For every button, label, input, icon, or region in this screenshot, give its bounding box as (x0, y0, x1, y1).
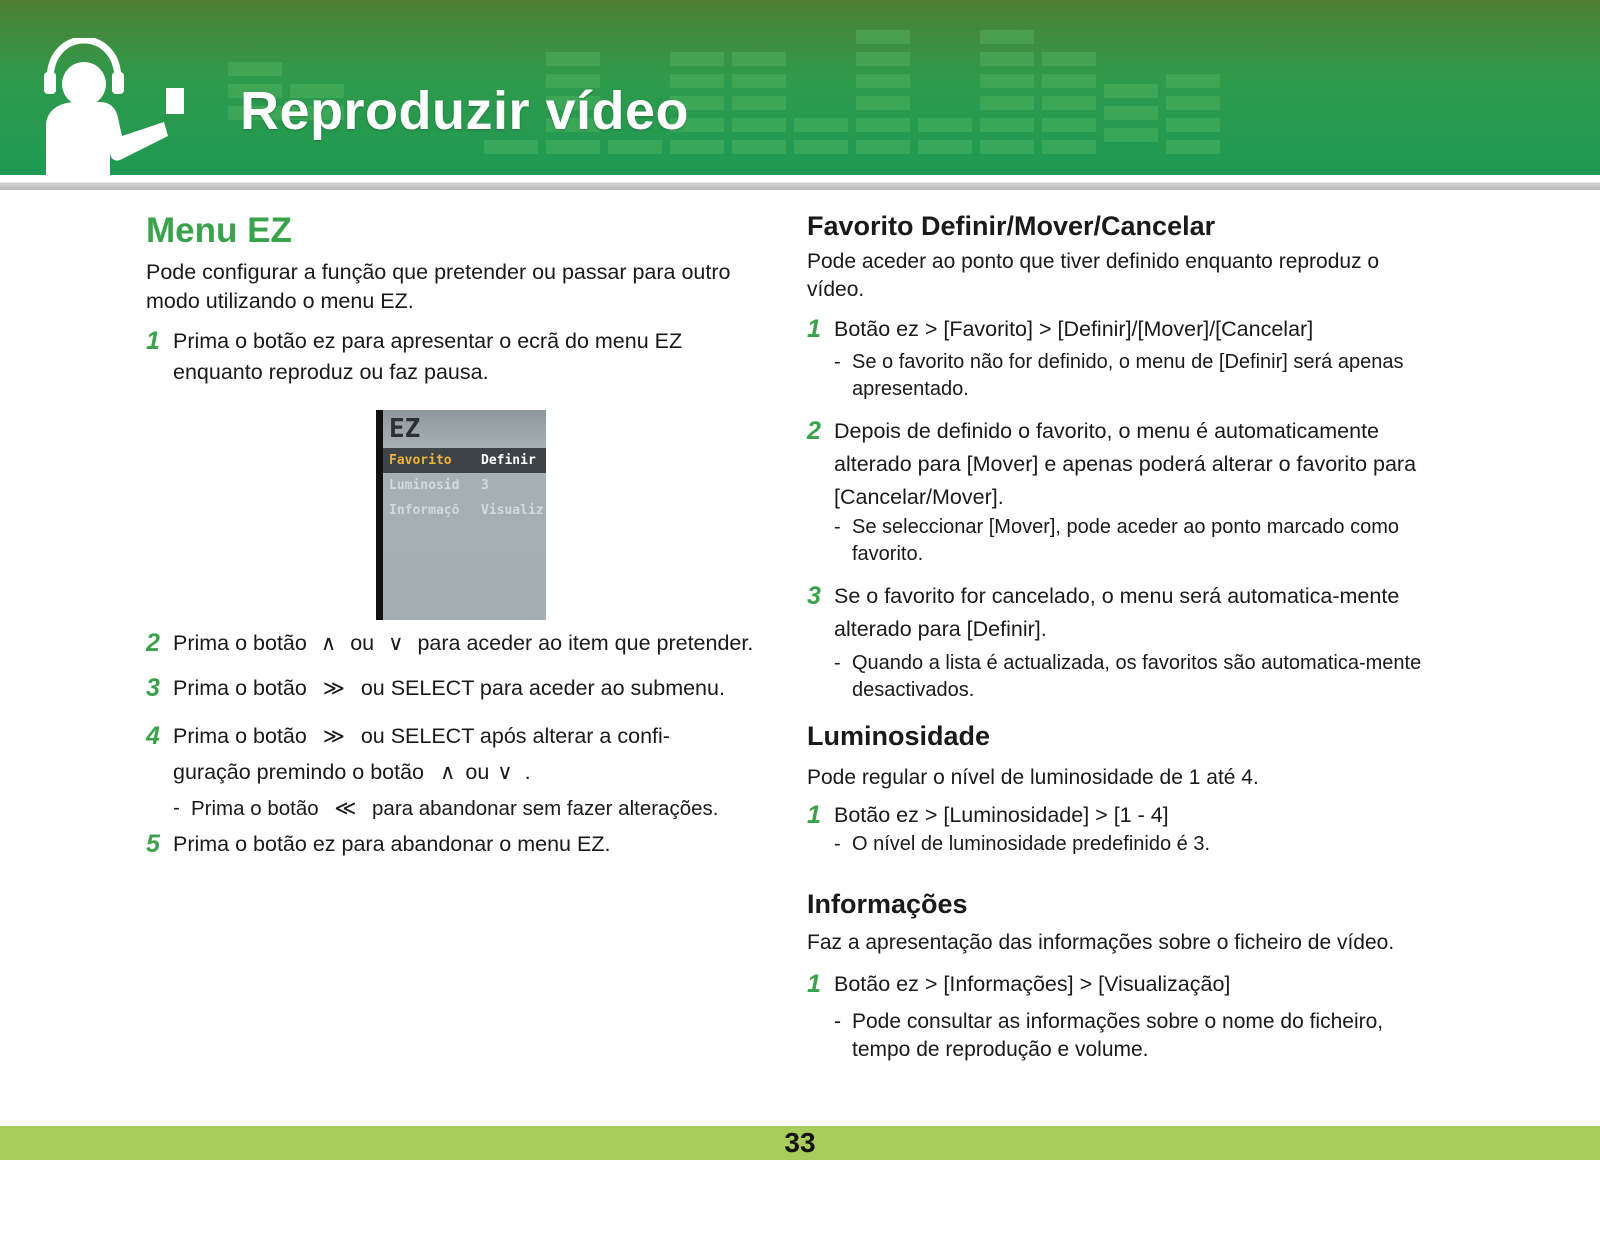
page-header (0, 0, 1600, 175)
screen-row (383, 498, 546, 523)
step-number: 1 (807, 800, 821, 829)
step-number: 1 (807, 970, 821, 999)
note-text: Se seleccionar [Mover], pode aceder ao ponto marcado como favorito. (852, 516, 1399, 566)
step-text: Prima o botão (173, 631, 307, 655)
note-text: Prima o botão (191, 797, 319, 820)
step-number: 2 (146, 629, 160, 657)
up-arrow-icon: ∧ (440, 760, 456, 784)
favorito-intro: Pode aceder ao ponto que tiver definido enquanto reproduz o vídeo. (807, 250, 1380, 302)
note-text: Se o favorito não for definido, o menu de [Definir] será apenas apresentado. (852, 351, 1404, 401)
step-2 (146, 628, 796, 659)
step-text: ou SELECT após alterar a confi- (360, 724, 670, 748)
favorito-step-3 (807, 580, 1412, 646)
step-number: 3 (807, 582, 821, 611)
step-text: . (524, 760, 531, 784)
fast-forward-icon: ≫ (322, 676, 345, 700)
screen-row-value: Definir (481, 453, 536, 468)
screen-row-key: Informaçõ (389, 503, 460, 518)
rewind-icon: ≪ (334, 796, 357, 820)
screen-row-value: Visualiz (481, 503, 544, 518)
informacoes-intro: Faz a apresentação das informações sobre o ficheiro de vídeo. (807, 931, 1395, 955)
favorito-step-2 (807, 415, 1446, 514)
step-number: 1 (807, 315, 821, 344)
step-text: Prima o botão ez para abandonar o menu EZ. (173, 832, 611, 856)
note-text: Quando a lista é actualizada, os favoritos são automatica-mente desactivados. (852, 652, 1422, 702)
down-arrow-icon: ∨ (497, 760, 513, 784)
luminosidade-step-1-note (807, 831, 1447, 858)
screen-title: EZ (383, 410, 546, 448)
bullet-dash: - (834, 516, 841, 539)
luminosidade-step-1 (807, 800, 1447, 831)
up-arrow-icon: ∧ (320, 631, 337, 655)
informacoes-step-1 (807, 969, 1447, 1000)
left-column (146, 210, 786, 388)
section-title-menu-ez: Menu EZ (146, 211, 292, 250)
step-text: Prima o botão (173, 676, 307, 700)
step-number: 3 (146, 674, 160, 702)
step-text: Se o favorito for cancelado, o menu será automatica-mente alterado para [Definir]. (834, 584, 1400, 642)
bullet-dash: - (834, 652, 841, 675)
step-5 (146, 829, 796, 860)
bullet-dash: - (173, 796, 180, 819)
screen-row-selected (383, 448, 546, 473)
bullet-dash: - (834, 351, 841, 374)
section-title-luminosidade: Luminosidade (807, 721, 991, 752)
step-text-line: enquanto reproduz ou faz pausa. (173, 360, 489, 384)
note-text: para abandonar sem fazer alterações. (372, 797, 719, 820)
step-number: 2 (807, 417, 821, 446)
step-3 (146, 673, 796, 704)
favorito-step-3-note (807, 650, 1437, 704)
step-text: Depois de definido o favorito, o menu é automaticamente alterado para [Mover] e apenas poderá alterar o favorito para [Cancelar/Mover]. (834, 419, 1417, 510)
device-screen (376, 410, 546, 620)
page-title: Reproduzir vídeo (240, 81, 690, 141)
down-arrow-icon: ∨ (388, 631, 404, 655)
step-number: 5 (146, 830, 160, 858)
section-title-favorito: Favorito Definir/Mover/Cancelar (807, 211, 1216, 241)
step-text: ou SELECT para aceder ao submenu. (360, 676, 725, 700)
left-steps (146, 628, 796, 860)
bullet-dash: - (834, 1010, 841, 1034)
ez-menu-screenshot (376, 410, 546, 620)
luminosidade-intro: Pode regular o nível de luminosidade de 1 até 4. (807, 765, 1259, 789)
person-headset-icon (44, 38, 194, 175)
favorito-step-2-note (807, 514, 1432, 568)
step-number: 1 (146, 327, 160, 355)
step-text: ou (465, 760, 490, 784)
screen-row (383, 473, 546, 498)
informacoes-step-1-note (807, 1008, 1392, 1064)
section-title-informacoes: Informações (807, 888, 968, 919)
page-number: 33 (784, 1127, 816, 1158)
step-text-line: Prima o botão ez para apresentar o ecrã do menu EZ (173, 329, 683, 353)
header-divider (0, 175, 1600, 190)
step-text: ou (350, 631, 375, 655)
step-number: 4 (146, 722, 160, 750)
step-text: para aceder ao item que pretender. (417, 631, 754, 655)
step-1 (146, 326, 786, 388)
right-column (807, 210, 1447, 1064)
step-text: Prima o botão (173, 724, 307, 748)
screen-row-key: Luminosid (389, 478, 460, 493)
favorito-step-1 (807, 314, 1447, 345)
screen-row-key: Favorito (389, 453, 452, 468)
note-text: Pode consultar as informações sobre o nome do ficheiro, tempo de reprodução e volume. (852, 1010, 1384, 1062)
step-4-note (146, 790, 796, 827)
menu-ez-intro: Pode configurar a função que pretender ou passar para outro modo utilizando o menu EZ. (146, 260, 731, 313)
favorito-step-1-note (807, 349, 1422, 403)
note-text: O nível de luminosidade predefinido é 3. (852, 832, 1211, 855)
step-4 (146, 718, 796, 790)
step-text: Botão ez > [Favorito] > [Definir]/[Mover]/[Cancelar] (834, 317, 1314, 342)
bullet-dash: - (834, 832, 841, 855)
step-text: guração premindo o botão (173, 760, 425, 784)
step-text: Botão ez > [Informações] > [Visualização] (834, 972, 1231, 997)
fast-forward-icon: ≫ (322, 724, 345, 748)
step-text: Botão ez > [Luminosidade] > [1 - 4] (834, 802, 1169, 827)
screen-row-value: 3 (481, 478, 489, 493)
